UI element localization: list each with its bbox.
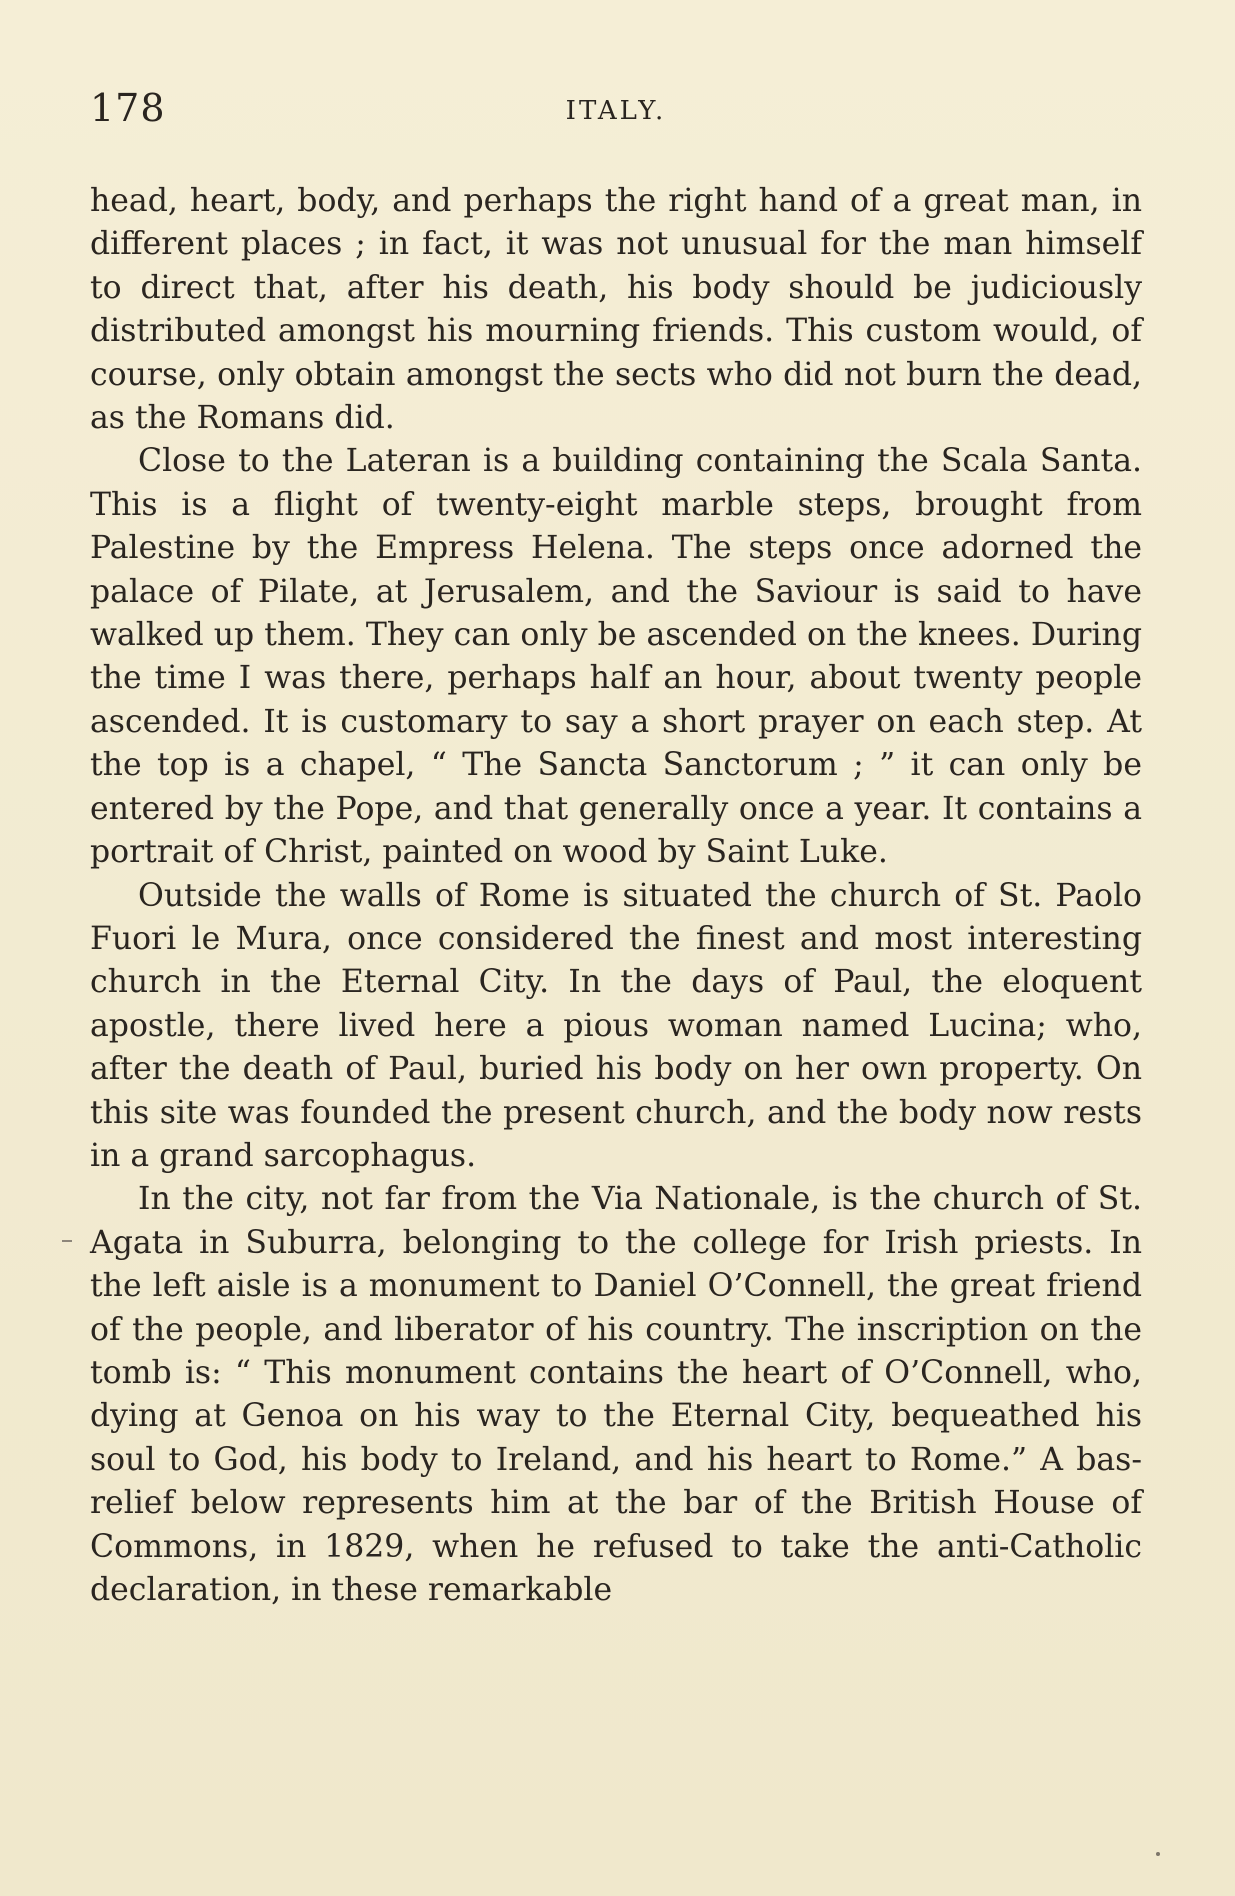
body-text — [90, 180, 1142, 1612]
paragraph-st-paolo: Outside the walls of Rome is situated the church of St. Paolo Fuori le Mura, once considered the finest and most interesting church in the Eternal City. In the days of Paul, the eloquent apostle, there lived here a pious woman named Lucina; who, after the death of Paul, buried his body on her own property. On this site was founded the present church, and the body now rests in a grand sarcophagus. — [90, 877, 1142, 1174]
paragraph-scala-santa: Close to the Lateran is a building containing the Scala Santa. This is a flight of twenty-eight marble steps, brought from Palestine by the Empress Helena. The steps once adorned the palace of Pilate, at Jerusalem, and the Saviour is said to have walked up them. They can only be ascended on the knees. During the time I was there, perhaps half an hour, about twenty people ascended. It is customary to say a short prayer on each step. At the top is a chapel, “ The Sancta Sanctorum ; ” it can only be entered by the Pope, and that generally once a year. It contains a portrait of Christ, painted on wood by Saint Luke. — [90, 443, 1142, 871]
margin-mark — [62, 1240, 72, 1242]
paragraph-continued: head, heart, body, and perhaps the right hand of a great man, in different places ; in fact, it was not unusual for the man himself to direct that, after his death, his body should be judiciously distributed amongst his mourning friends. This custom would, of course, only obtain amongst the sects who did not burn the dead, as the Romans did. — [90, 183, 1142, 437]
paragraph-st-agata: In the city, not far from the Via Nationale, is the church of St. Agata in Suburra, belonging to the college for Irish priests. In the left aisle is a monument to Daniel O’Connell, the great friend of the people, and liberator of his country. The inscription on the tomb is: “ This monument contains the heart of O’Connell, who, dying at Genoa on his way to the Eternal City, bequeathed his soul to God, his body to Ireland, and his heart to Rome.” A bas-relief below represents him at the bar of the British House of Commons, in 1829, when he refused to take the anti-Catholic declaration, in these remarkable — [90, 1181, 1142, 1608]
paper-speck — [1156, 1852, 1160, 1856]
page-number: 178 — [90, 86, 166, 130]
running-head: ITALY. — [565, 96, 667, 126]
page-header — [90, 86, 1142, 136]
